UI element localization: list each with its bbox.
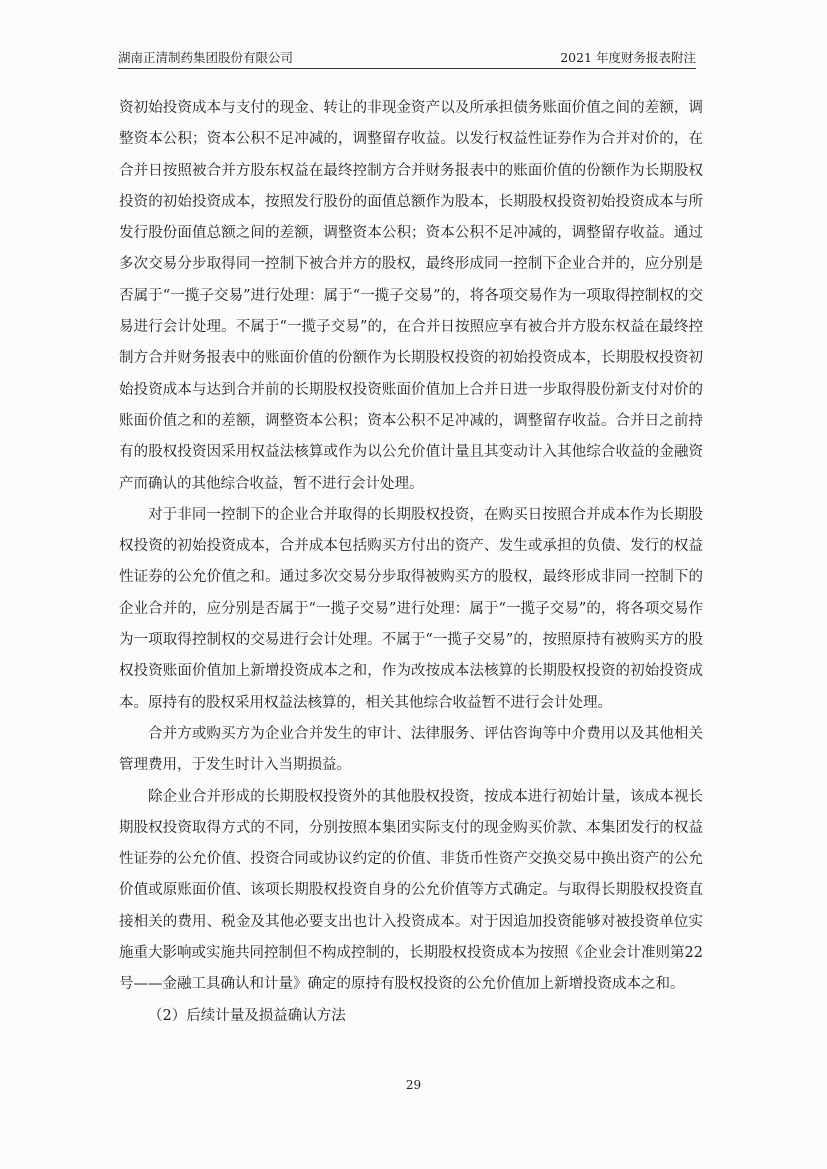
document-body [119, 93, 703, 1032]
report-title: 2021 年度财务报表附注 [560, 50, 696, 65]
paragraph-4: 除企业合并形成的长期股权投资外的其他股权投资，按成本进行初始计量，该成本视长期股权投资取得方式的不同，分别按照本集团实际支付的现金购买价款、本集团发行的权益性证券的公允价值、投资合同或协议约定的价值、非货币性资产交换交易中换出资产的公允价值或原账面价值、该项长期股权投资自身的公允价值等方式确定。与取得长期股权投资直接相关的费用、税金及其他必要支出也计入投资成本。对于因追加投资能够对被投资单位实施重大影响或实施共同控制但不构成控制的，长期股权投资成本为按照《企业会计准则第22号——金融工具确认和计量》确定的原持有股权投资的公允价值加上新增投资成本之和。 [119, 788, 703, 993]
page-header [118, 46, 696, 69]
paragraph-3: 合并方或购买方为企业合并发生的审计、法律服务、评估咨询等中介费用以及其他相关管理费用，于发生时计入当期损益。 [119, 725, 703, 774]
paragraph-1: 资初始投资成本与支付的现金、转让的非现金资产以及所承担债务账面价值之间的差额，调整资本公积；资本公积不足冲减的，调整留存收益。以发行权益性证券作为合并对价的，在合并日按照被合并方股东权益在最终控制方合并财务报表中的账面价值的份额作为长期股权投资的初始投资成本，按照发行股份的面值总额作为股本，长期股权投资初始投资成本与所发行股份面值总额之间的差额，调整资本公积；资本公积不足冲减的，调整留存收益。通过多次交易分步取得同一控制下被合并方的股权，最终形成同一控制下企业合并的，应分别是否属于“一揽子交易”进行处理：属于“一揽子交易”的，将各项交易作为一项取得控制权的交易进行会计处理。不属于“一揽子交易”的，在合并日按照应享有被合并方股东权益在最终控制方合并财务报表中的账面价值的份额作为长期股权投资的初始投资成本，长期股权投资初始投资成本与达到合并前的长期股权投资账面价值加上合并日进一步取得股份新支付对价的账面价值之和的差额，调整资本公积；资本公积不足冲减的，调整留存收益。合并日之前持有的股权投资因采用权益法核算或作为以公允价值计量且其变动计入其他综合收益的金融资产而确认的其他综合收益，暂不进行会计处理。 [119, 100, 703, 492]
page-number: 29 [405, 1078, 422, 1092]
section-subheading: （2）后续计量及损益确认方法 [148, 1007, 346, 1024]
company-name: 湖南正清制药集团股份有限公司 [118, 50, 294, 65]
paragraph-2: 对于非同一控制下的企业合并取得的长期股权投资，在购买日按照合并成本作为长期股权投资的初始投资成本，合并成本包括购买方付出的资产、发生或承担的负债、发行的权益性证券的公允价值之和。通过多次交易分步取得被购买方的股权，最终形成非同一控制下的企业合并的，应分别是否属于“一揽子交易”进行处理：属于“一揽子交易”的，将各项交易作为一项取得控制权的交易进行会计处理。不属于“一揽子交易”的，按照原持有被购买方的股权投资账面价值加上新增投资成本之和，作为改按成本法核算的长期股权投资的初始投资成本。原持有的股权采用权益法核算的，相关其他综合收益暂不进行会计处理。 [119, 506, 703, 711]
